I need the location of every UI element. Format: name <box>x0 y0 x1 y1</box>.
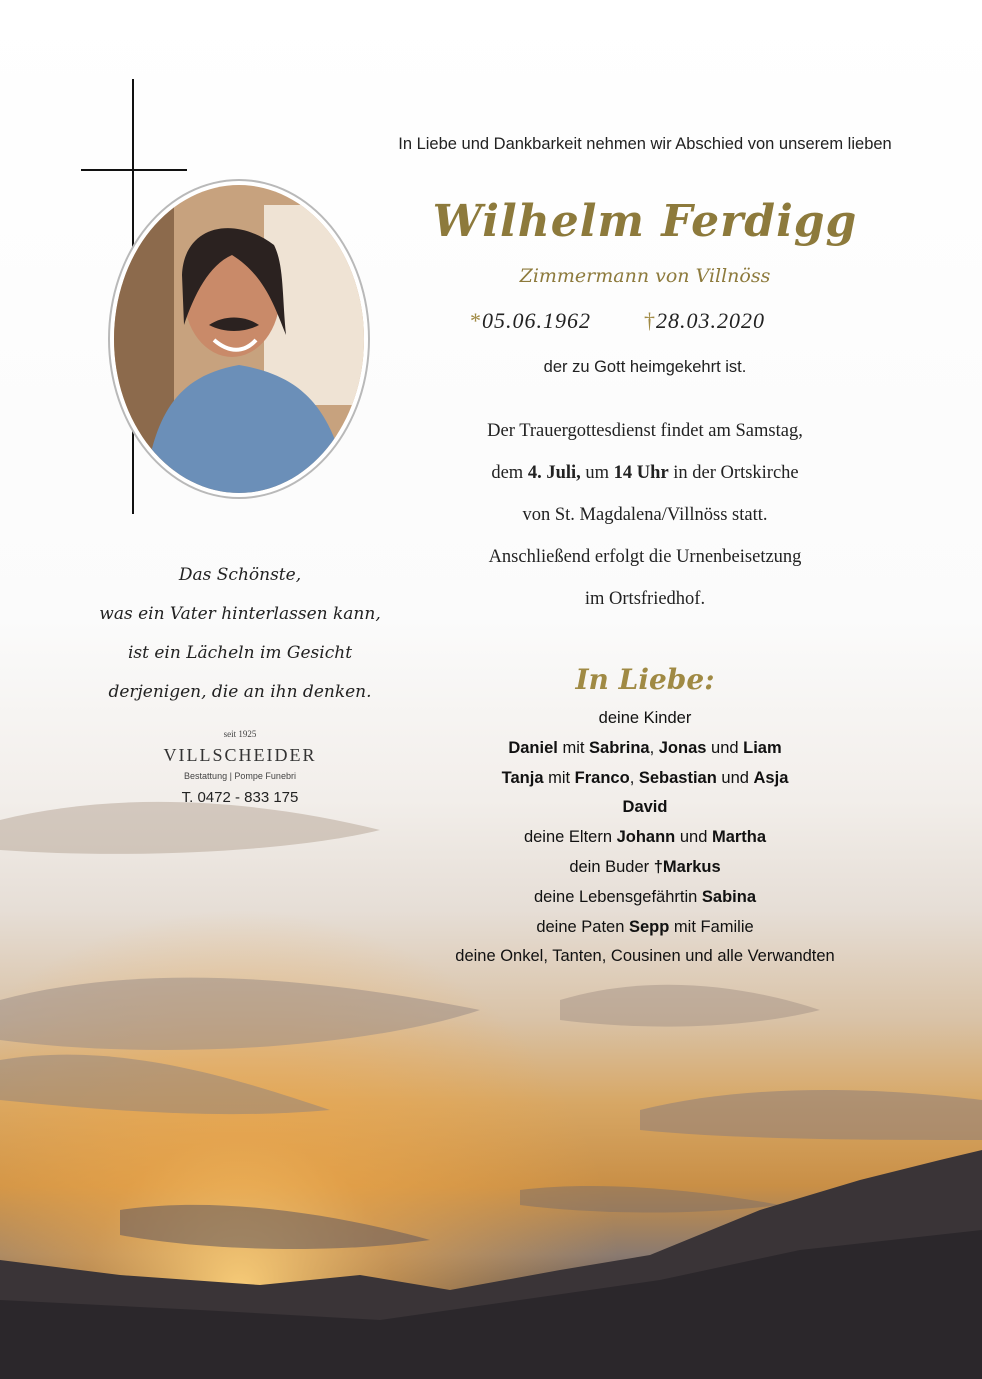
quote-line: was ein Vater hinterlassen kann, <box>99 604 381 624</box>
death-date: 28.03.2020 <box>656 308 765 333</box>
intro-text: In Liebe und Dankbarkeit nehmen wir Abschied von unserem lieben <box>398 135 892 153</box>
service-line: dem 4. Juli, um 14 Uhr in der Ortskirche <box>491 463 799 483</box>
family-line: Tanja mit Franco, Sebastian und Asja <box>501 768 789 787</box>
family-line: dein Buder †Markus <box>569 857 721 876</box>
service-line: von St. Magdalena/Villnöss statt. <box>522 505 768 525</box>
funeral-home-phone: T. 0472 - 833 175 <box>181 789 299 806</box>
birth-date: 05.06.1962 <box>482 308 591 333</box>
portrait-photo <box>114 185 364 493</box>
funeral-home-subtitle: Bestattung | Pompe Funebri <box>184 771 296 781</box>
funeral-home-since: seit 1925 <box>223 729 257 739</box>
quote-line: derjenigen, die an ihn denken. <box>108 682 372 702</box>
service-info <box>420 410 870 620</box>
family-line: deine Paten Sepp mit Familie <box>536 917 754 936</box>
in-liebe-heading: In Liebe: <box>575 663 715 696</box>
family-list <box>420 704 870 972</box>
birth-star-icon: * <box>470 308 482 333</box>
family-line: Daniel mit Sabrina, Jonas und Liam <box>508 738 782 757</box>
gone-home-text: der zu Gott heimgekehrt ist. <box>543 358 747 376</box>
cross-horizontal-bar <box>81 169 187 171</box>
family-line: deine Kinder <box>598 709 692 727</box>
family-line: deine Eltern Johann und Martha <box>523 828 767 847</box>
dates <box>470 308 830 334</box>
service-line: Der Trauergottesdienst findet am Samstag, <box>487 421 803 441</box>
service-line: Anschließend erfolgt die Urnenbeisetzung <box>488 547 802 567</box>
memorial-quote <box>90 556 390 712</box>
death-cross-icon: † <box>644 308 656 333</box>
family-line: deine Onkel, Tanten, Cousinen und alle Verwandten <box>455 947 835 966</box>
service-line: im Ortsfriedhof. <box>584 589 706 609</box>
quote-line: Das Schönste, <box>178 565 302 585</box>
family-line: David <box>622 798 668 817</box>
family-line: deine Lebensgefährtin Sabina <box>534 887 756 906</box>
funeral-home-logo: VILLSCHEIDER <box>163 745 317 765</box>
quote-line: ist ein Lächeln im Gesicht <box>127 643 353 663</box>
deceased-name: Wilhelm Ferdigg <box>432 196 858 247</box>
occupation: Zimmermann von Villnöss <box>519 265 771 287</box>
